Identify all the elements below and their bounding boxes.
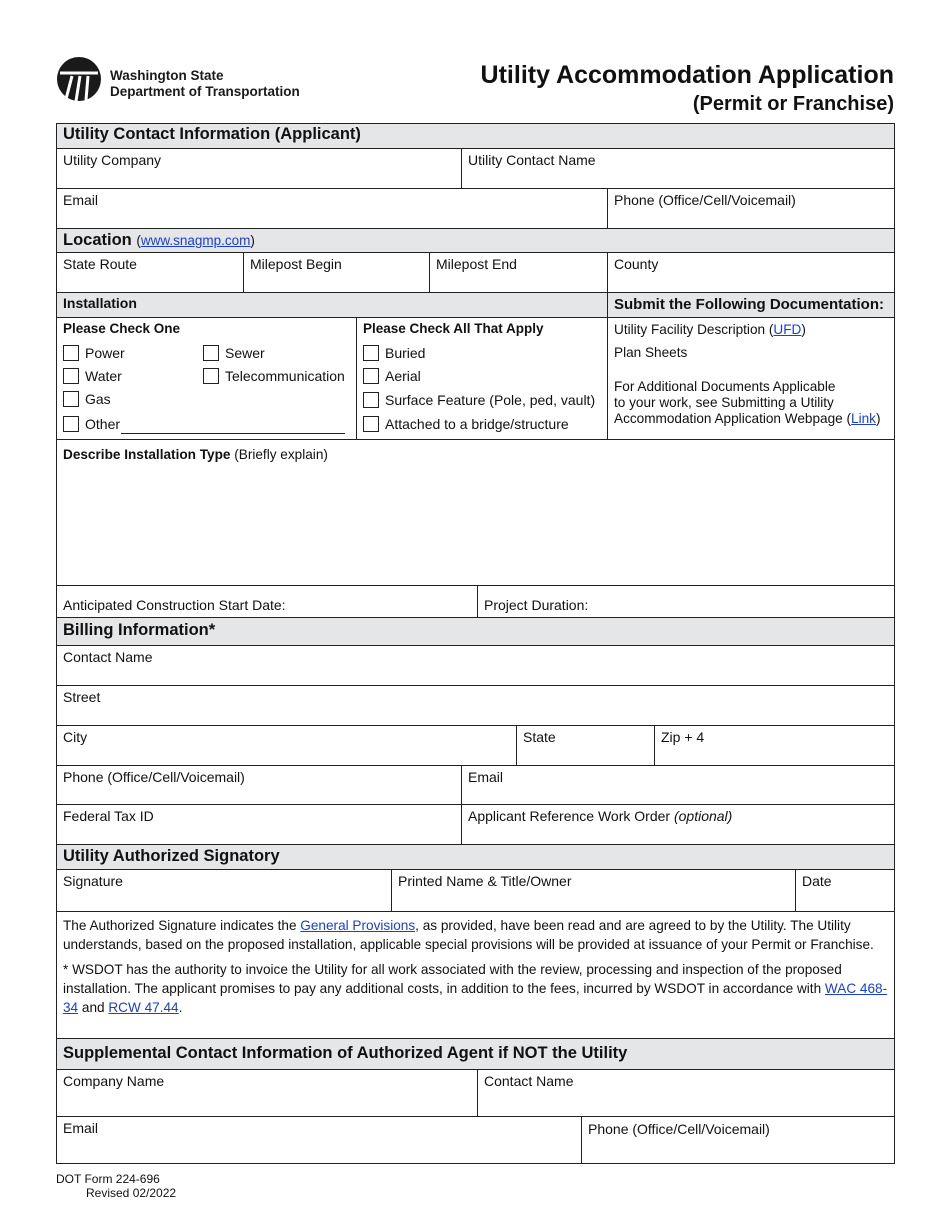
signature-field[interactable] bbox=[57, 870, 391, 911]
p2-text-a: * WSDOT has the authority to invoice the Utility for all work associated with the review, processing and inspection of the proposed installation. The applicant promises to pay any additional costs, in addition to the fees, incurred by WSDOT in accordance with bbox=[63, 962, 842, 996]
telecommunication-checkbox[interactable] bbox=[203, 368, 219, 384]
utility-phone-label: Phone (Office/Cell/Voicemail) bbox=[614, 192, 796, 208]
location-heading-text: Location bbox=[63, 231, 132, 249]
wsdot-logo-icon bbox=[56, 56, 102, 102]
ufd-item bbox=[614, 322, 888, 338]
additional-docs-close: ) bbox=[875, 411, 881, 426]
power-checkbox[interactable] bbox=[63, 345, 79, 361]
telecommunication-label: Telecommunication bbox=[225, 368, 345, 384]
supplemental-email-field[interactable] bbox=[57, 1117, 581, 1163]
state-route-field[interactable] bbox=[57, 253, 243, 292]
gas-label: Gas bbox=[85, 391, 111, 407]
additional-docs-line-2: to your work, see Submitting a Utility bbox=[614, 395, 834, 410]
supplemental-phone-label: Phone (Office/Cell/Voicemail) bbox=[588, 1121, 770, 1137]
check-one-label: Please Check One bbox=[63, 321, 181, 336]
location-heading bbox=[56, 228, 895, 252]
general-provisions-link[interactable]: General Provisions bbox=[300, 918, 416, 933]
invoice-paragraph bbox=[57, 960, 894, 1017]
work-order-label: Applicant Reference Work Order bbox=[468, 808, 671, 824]
billing-phone-field[interactable] bbox=[57, 766, 461, 804]
installation-options-row bbox=[56, 317, 895, 439]
supplemental-phone-field[interactable] bbox=[581, 1117, 894, 1163]
installation-type-group bbox=[57, 318, 356, 439]
utility-contact-name-label: Utility Contact Name bbox=[468, 152, 596, 168]
billing-heading: Billing Information* bbox=[56, 617, 895, 645]
milepost-begin-field[interactable] bbox=[243, 253, 429, 292]
supplemental-row-2 bbox=[56, 1116, 895, 1164]
webpage-link[interactable]: Link bbox=[851, 411, 876, 426]
billing-email-field[interactable] bbox=[461, 766, 894, 804]
billing-phone-label: Phone (Office/Cell/Voicemail) bbox=[63, 769, 245, 785]
water-label: Water bbox=[85, 368, 122, 384]
p1-text-a: The Authorized Signature indicates the bbox=[63, 918, 301, 933]
bridge-checkbox[interactable] bbox=[363, 416, 379, 432]
date-label: Date bbox=[802, 873, 832, 889]
form-footer bbox=[56, 1172, 176, 1200]
sewer-checkbox[interactable] bbox=[203, 345, 219, 361]
surface-feature-checkbox[interactable] bbox=[363, 392, 379, 408]
p1-text-b: , as provided, have been read and are agreed to by the Utility. The Utility understands, based on the proposed installation, applicable special provisions will be provided at issuance of your Permit or Franchise. bbox=[63, 918, 874, 952]
type-gas-option[interactable] bbox=[63, 391, 111, 407]
agency-line-2: Department of Transportation bbox=[110, 84, 300, 99]
describe-hint: (Briefly explain) bbox=[234, 447, 328, 462]
type-other-option[interactable] bbox=[63, 416, 120, 432]
buried-checkbox[interactable] bbox=[363, 345, 379, 361]
duration-label: Project Duration: bbox=[484, 597, 589, 613]
billing-email-label: Email bbox=[468, 769, 504, 785]
additional-docs-text: Accommodation Application Webpage ( bbox=[614, 411, 852, 426]
supplemental-heading: Supplemental Contact Information of Authorized Agent if NOT the Utility bbox=[56, 1038, 895, 1069]
state-route-label: State Route bbox=[63, 256, 137, 272]
form-title: Utility Accommodation Application bbox=[480, 61, 894, 89]
surface-feature-label: Surface Feature (Pole, ped, vault) bbox=[385, 392, 596, 408]
placement-surface-option[interactable] bbox=[363, 392, 595, 408]
other-checkbox[interactable] bbox=[63, 416, 79, 432]
utility-contact-heading: Utility Contact Information (Applicant) bbox=[56, 123, 895, 148]
check-all-label: Please Check All That Apply bbox=[363, 321, 544, 336]
federal-tax-id-field[interactable] bbox=[57, 805, 461, 844]
placement-aerial-option[interactable] bbox=[363, 368, 421, 384]
aerial-label: Aerial bbox=[385, 368, 421, 384]
work-order-note: (optional) bbox=[673, 808, 733, 824]
billing-phone-row bbox=[56, 765, 895, 804]
type-sewer-option[interactable] bbox=[203, 345, 265, 361]
documentation-list bbox=[607, 318, 894, 439]
signatory-heading: Utility Authorized Signatory bbox=[56, 844, 895, 869]
location-row bbox=[56, 252, 895, 292]
ufd-text: Utility Facility Description ( bbox=[614, 322, 774, 337]
billing-state-label: State bbox=[523, 729, 556, 745]
installation-header-row bbox=[56, 292, 895, 317]
billing-contact-name-field[interactable] bbox=[56, 645, 895, 685]
printed-name-label: Printed Name & Title/Owner bbox=[398, 873, 572, 889]
work-order-field[interactable] bbox=[461, 805, 894, 844]
additional-docs-line-1: For Additional Documents Applicable bbox=[614, 379, 836, 394]
billing-contact-name-label: Contact Name bbox=[63, 649, 153, 665]
placement-bridge-option[interactable] bbox=[363, 416, 569, 432]
revision-date: Revised 02/2022 bbox=[86, 1186, 177, 1200]
ufd-close: ) bbox=[801, 322, 806, 337]
agency-line-1: Washington State bbox=[110, 68, 224, 83]
notes-block bbox=[56, 911, 895, 1038]
billing-state-field[interactable] bbox=[516, 726, 654, 765]
type-telecom-option[interactable] bbox=[203, 368, 345, 384]
sewer-label: Sewer bbox=[225, 345, 265, 361]
describe-installation-label bbox=[57, 440, 894, 585]
supplemental-company-field[interactable] bbox=[57, 1070, 477, 1116]
milepost-end-label: Milepost End bbox=[436, 256, 517, 272]
utility-contact-row-2 bbox=[56, 188, 895, 228]
form-subtitle: (Permit or Franchise) bbox=[692, 93, 894, 115]
supplemental-email-label: Email bbox=[63, 1120, 99, 1136]
power-label: Power bbox=[85, 345, 125, 361]
wac-link[interactable]: WAC 468-34 bbox=[63, 981, 888, 1015]
utility-contact-name-field[interactable] bbox=[461, 149, 894, 188]
location-link-close: ) bbox=[250, 233, 255, 248]
bridge-label: Attached to a bridge/structure bbox=[385, 416, 569, 432]
billing-tax-row bbox=[56, 804, 895, 844]
type-water-option[interactable] bbox=[63, 368, 122, 384]
water-checkbox[interactable] bbox=[63, 368, 79, 384]
utility-phone-field[interactable] bbox=[607, 189, 894, 228]
utility-email-field[interactable] bbox=[57, 189, 607, 228]
plan-sheets-item: Plan Sheets bbox=[614, 345, 688, 360]
agency-name bbox=[110, 68, 300, 100]
billing-street-label: Street bbox=[63, 689, 101, 705]
milepost-begin-label: Milepost Begin bbox=[250, 256, 342, 272]
describe-installation-field[interactable] bbox=[56, 439, 895, 585]
p2-text-end: . bbox=[178, 1000, 183, 1015]
printed-name-field[interactable] bbox=[391, 870, 795, 911]
location-link-open: ( bbox=[136, 233, 141, 248]
p2-text-mid: and bbox=[78, 1000, 109, 1015]
milepost-end-field[interactable] bbox=[429, 253, 607, 292]
billing-city-field[interactable] bbox=[57, 726, 516, 765]
signatory-row bbox=[56, 869, 895, 911]
form-title-block bbox=[481, 60, 894, 118]
billing-city-label: City bbox=[63, 729, 88, 745]
county-label: County bbox=[614, 256, 659, 272]
supplemental-contact-field[interactable] bbox=[477, 1070, 894, 1116]
placement-buried-option[interactable] bbox=[363, 345, 425, 361]
date-field[interactable] bbox=[795, 870, 894, 911]
county-field[interactable] bbox=[607, 253, 894, 292]
utility-contact-row-1 bbox=[56, 148, 895, 188]
start-date-field[interactable] bbox=[57, 586, 477, 617]
documentation-heading: Submit the Following Documentation: bbox=[607, 293, 894, 317]
billing-street-field[interactable] bbox=[56, 685, 895, 725]
billing-zip-field[interactable] bbox=[654, 726, 894, 765]
supplemental-company-label: Company Name bbox=[63, 1073, 165, 1089]
supplemental-row-1 bbox=[56, 1069, 895, 1116]
gas-checkbox[interactable] bbox=[63, 391, 79, 407]
buried-label: Buried bbox=[385, 345, 426, 361]
other-text-line[interactable] bbox=[121, 433, 345, 434]
signature-label: Signature bbox=[63, 873, 123, 889]
snagmp-link[interactable]: www.snagmp.com bbox=[140, 233, 251, 248]
aerial-checkbox[interactable] bbox=[363, 368, 379, 384]
billing-zip-label: Zip + 4 bbox=[661, 729, 705, 745]
schedule-row bbox=[56, 585, 895, 617]
federal-tax-id-label: Federal Tax ID bbox=[63, 808, 154, 824]
rcw-link[interactable]: RCW 47.44 bbox=[108, 1000, 179, 1015]
describe-label: Describe Installation Type bbox=[63, 447, 231, 462]
utility-company-field[interactable] bbox=[57, 149, 461, 188]
supplemental-contact-label: Contact Name bbox=[484, 1073, 574, 1089]
additional-docs-line-3 bbox=[614, 411, 888, 427]
billing-city-row bbox=[56, 725, 895, 765]
form-number: DOT Form 224-696 bbox=[56, 1172, 160, 1186]
start-date-label: Anticipated Construction Start Date: bbox=[63, 597, 286, 613]
utility-company-label: Utility Company bbox=[63, 152, 162, 168]
type-power-option[interactable] bbox=[63, 345, 125, 361]
duration-field[interactable] bbox=[477, 586, 894, 617]
ufd-link[interactable]: UFD bbox=[773, 322, 802, 337]
installation-placement-group bbox=[356, 318, 607, 439]
utility-email-label: Email bbox=[63, 192, 99, 208]
installation-heading: Installation bbox=[57, 293, 607, 317]
authorization-paragraph bbox=[57, 916, 894, 954]
other-label: Other bbox=[85, 416, 121, 432]
